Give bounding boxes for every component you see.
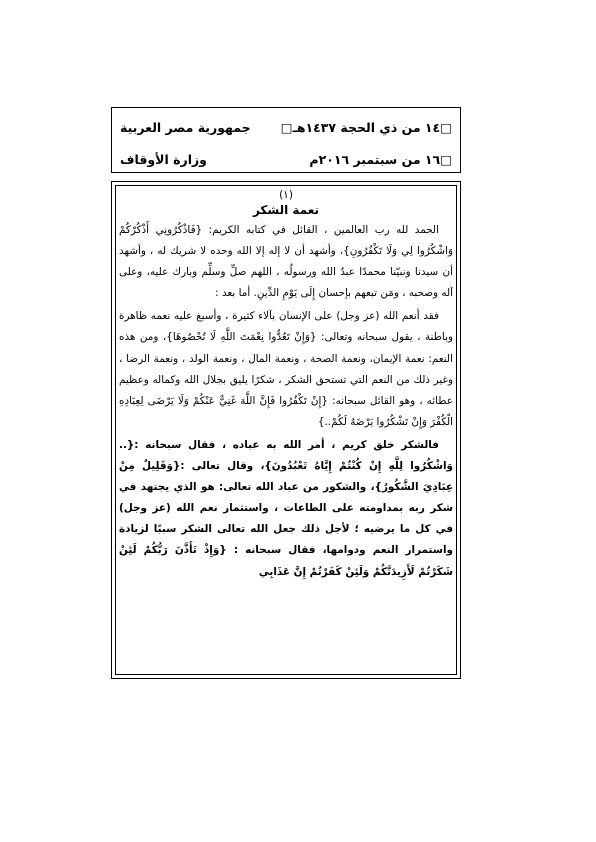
paragraph-gratitude: فالشكر خلق كريم ، أمر الله به عباده ، فقال سبحانه :{.. وَاشْكُرُوا لِلَّهِ إِنْ كُنْتُمْ إِيَّاهُ تَعْبُدُونَ}، وقال تعالى :{وَقَلِيلٌ مِنْ عِبَادِيَ الشَّكُورُ}، والشكور من عباد الله تعالى: هو الذي يجتهد في شكر ربه بمداومته على الطاعات ، واستثمار نعم الله (عز وجل) في كل ما يرضيه ؛ لأجل ذلك جعل الله تعالى الشكر سببًا لزيادة واستمرار النعم ودوامها، فقال سبحانه : {وَإِذْ تَأَذَّنَ رَبُّكُمْ لَئِنْ شَكَرْتُمْ لَأَزِيدَنَّكُمْ وَلَئِنْ كَفَرْتُمْ إِنَّ عَذَابِي (119, 438, 453, 578)
header-box (111, 107, 461, 173)
header-row-bottom (120, 148, 452, 170)
ministry-name: وزارة الأوقاف (120, 151, 207, 167)
hijri-date: □١٤ من ذي الحجة ١٤٣٧هـ□ (280, 119, 452, 135)
sermon-content (119, 188, 453, 672)
gregorian-date: □١٦ من سبتمبر ٢٠١٦م (309, 151, 452, 167)
sermon-number: (١) (279, 189, 293, 201)
header-row-top (120, 116, 452, 138)
paragraph-opening: الحمد لله رب العالمين ، القائل في كتابه الكريم: {فَاذْكُرُونِي أَذْكُرْكُمْ وَاشْكُرُوا لِي وَلَا تَكْفُرُونِ}، وأشهد أن لا إله إلا الله وحده لا شريك له ، وأشهد أن سيدنا ونبيّنا محمدًا عبدُ الله ورسولُه ، اللهم صلِّ وسلِّم وبارك عليه، وعلى آله وصحبه ، ومَن تبعهم بإحسان إِلَى يَوْمِ الدِّينِ. أما بعد : (119, 224, 453, 300)
paragraph-blessings: فقد أنعم الله (عز وجل) على الإنسان بآلاء كثيرة ، وأسبغ عليه نعمه ظاهرة وباطنة ، يقول سبحانه وتعالى: {وَإِنْ تَعُدُّوا نِعْمَتَ اللَّهِ لَا تُحْصُوهَا}، ومن هذه النعم: نعمة الإيمان، ونعمة الصحة ، ونعمة المال ، ونعمة الولد ، ونعمة الرضا ، وغير ذلك من النعم التي تستحق الشكر ، شكرًا يليق بجلال الله وكماله وعظيم عطائه ، وهو القائل سبحانه: {إِنْ تَكْفُرُوا فَإِنَّ اللَّهَ غَنِيٌّ عَنْكُمْ وَلَا يَرْضَى لِعِبَادِهِ الْكُفْرَ وَإِنْ تَشْكُرُوا يَرْضَهُ لَكُمْ..} (119, 310, 453, 428)
sermon-title: نعمة الشكر (252, 203, 320, 217)
country-name: جمهورية مصر العربية (120, 119, 251, 135)
